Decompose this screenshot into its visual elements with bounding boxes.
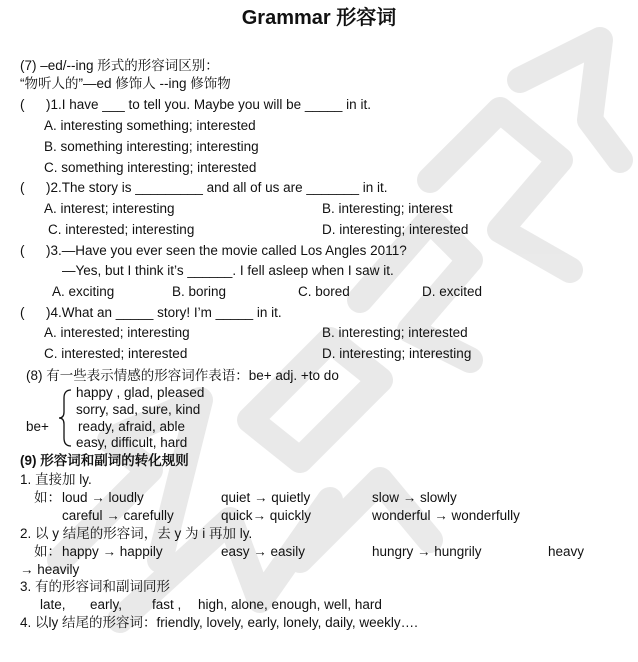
q3-stem: )3.—Have you ever seen the movie called Los Angles 2011? — [46, 243, 407, 258]
rule-3-example: fast , — [152, 597, 182, 612]
q1-paren: ( — [20, 97, 25, 112]
q4-stem: )4.What an _____ story! I’m _____ in it. — [46, 305, 282, 320]
rule-3-example: late, — [40, 597, 66, 612]
q2-option-d: D. interesting; interested — [322, 222, 469, 237]
q4-option-b: B. interesting; interested — [322, 325, 468, 340]
q4-option-a: A. interested; interesting — [44, 325, 190, 340]
be-plus-label: be+ — [26, 419, 49, 434]
q2-option-c: C. interested; interesting — [48, 222, 195, 237]
rule-1-example: quiet → quietly — [221, 490, 311, 505]
rule-2-example: hungry → hungrily — [372, 544, 482, 559]
rule-3-example: high, alone, enough, well, hard — [198, 597, 382, 612]
rule-3-example: early, — [90, 597, 123, 612]
rule-4: 4. 以ly 结尾的形容词：friendly, lovely, early, lonely, daily, weekly…. — [20, 615, 418, 630]
q1-stem: )1.I have ___ to tell you. Maybe you will be _____ in it. — [46, 97, 371, 112]
rule-1-example: slow → slowly — [372, 490, 457, 505]
rule-1-example: careful → carefully — [62, 508, 174, 523]
q4-option-c: C. interested; interested — [44, 346, 188, 361]
section-7-rule: “物听人的”—ed 修饰人 --ing 修饰物 — [20, 76, 231, 91]
rule-2: 2. 以 y 结尾的形容词，去 y 为 i 再加 ly. — [20, 526, 253, 541]
rule-1-example: wonderful → wonderfully — [372, 508, 520, 523]
rule-1-example-label: 如： — [34, 490, 61, 505]
q1-option-a: A. interesting something; interested — [44, 118, 256, 133]
adj-line-1: happy , glad, pleased — [76, 385, 205, 400]
q4-paren: ( — [20, 305, 25, 320]
q3-option-d: D. excited — [422, 284, 483, 299]
q2-option-a: A. interest; interesting — [44, 201, 175, 216]
q1-option-c: C. something interesting; interested — [44, 160, 257, 175]
brace-icon — [58, 388, 74, 448]
q4-option-d: D. interesting; interesting — [322, 346, 472, 361]
rule-2-example: heavy — [548, 544, 585, 559]
adj-line-2: sorry, sad, sure, kind — [76, 402, 201, 417]
q3-stem-reply: —Yes, but I think it’s ______. I fell asleep when I saw it. — [62, 263, 394, 278]
q3-option-b: B. boring — [172, 284, 227, 299]
q2-option-b: B. interesting; interest — [322, 201, 453, 216]
rule-1: 1. 直接加 ly. — [20, 472, 92, 487]
q2-paren: ( — [20, 180, 25, 195]
rule-1-example: quick→ quickly — [221, 508, 312, 523]
section-9-heading: (9) 形容词和副词的转化规则 — [20, 453, 189, 468]
rule-2-example: happy → happily — [62, 544, 163, 559]
adj-line-3: ready, afraid, able — [78, 419, 186, 434]
section-8-heading: (8) 有一些表示情感的形容词作表语：be+ adj. +to do — [26, 368, 339, 383]
q3-option-c: C. bored — [298, 284, 350, 299]
q1-option-b: B. something interesting; interesting — [44, 139, 259, 154]
rule-3: 3. 有的形容词和副词同形 — [20, 579, 171, 594]
page-title: Grammar 形容词 — [241, 7, 397, 29]
q2-stem: )2.The story is _________ and all of us are _______ in it. — [46, 180, 388, 195]
rule-2-example-label: 如： — [34, 544, 61, 559]
q3-paren: ( — [20, 243, 25, 258]
section-7-heading: (7) –ed/--ing 形式的形容词区别： — [20, 58, 219, 73]
q3-option-a: A. exciting — [52, 284, 115, 299]
adj-line-4: easy, difficult, hard — [76, 435, 188, 450]
rule-1-example: loud → loudly — [62, 490, 144, 505]
rule-2-example: → heavily — [20, 562, 80, 577]
rule-2-example: easy → easily — [221, 544, 306, 559]
